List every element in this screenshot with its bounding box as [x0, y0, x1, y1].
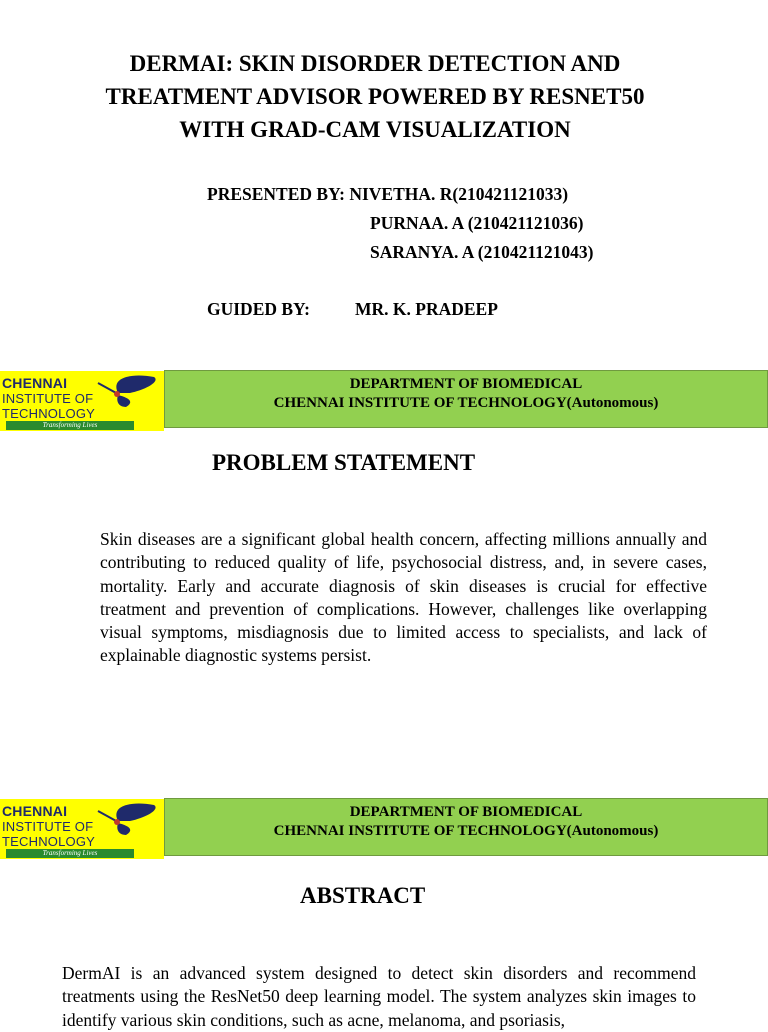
department-text-box	[164, 798, 768, 856]
institute-name: CHENNAI INSTITUTE OF TECHNOLOGY(Autonomous)	[273, 395, 659, 411]
department-name: DEPARTMENT OF BIOMEDICAL	[349, 804, 583, 820]
presenter-name: PURNAA. A (210421121036)	[370, 213, 584, 233]
guided-by-block	[207, 296, 687, 322]
department-banner	[0, 798, 768, 858]
problem-paragraph: Skin diseases are a significant global health concern, affecting millions annually and contributing to reduced quality of life, psychosocial distress, and, in severe cases, mortality. Early and accurate diagnosis of skin diseases is crucial for effective treatment and prevention of complications. However, challenges like overlapping visual symptoms, misdiagnosis due to limited access to specialists, and lack of explainable diagnostic systems persist.	[100, 529, 707, 666]
institute-logo: CHENNAI INSTITUTE OF TECHNOLOGY Transforming Lives	[0, 371, 164, 431]
institute-name: CHENNAI INSTITUTE OF TECHNOLOGY(Autonomous)	[273, 823, 659, 839]
presenter-name: SARANYA. A (210421121043)	[370, 242, 594, 262]
problem-heading: PROBLEM STATEMENT	[212, 450, 476, 475]
title-line: DERMAI: SKIN DISORDER DETECTION AND	[129, 51, 621, 76]
department-name: DEPARTMENT OF BIOMEDICAL	[349, 376, 583, 392]
presented-by-label: PRESENTED BY:	[207, 184, 345, 204]
presenter-row	[207, 180, 687, 209]
presenter-name: NIVETHA. R(210421121033)	[349, 184, 569, 204]
butterfly-icon	[96, 373, 162, 409]
presenters-block	[207, 180, 687, 267]
title-line: WITH GRAD-CAM VISUALIZATION	[179, 117, 571, 142]
department-banner	[0, 370, 768, 430]
abstract-paragraph: DermAI is an advanced system designed to detect skin disorders and recommend treatments using the ResNet50 deep learning model. The system analyzes skin images to identify various skin conditions, such as acne, melanoma, and psoriasis,	[62, 963, 696, 1030]
document-title	[40, 47, 710, 146]
abstract-heading: ABSTRACT	[300, 883, 426, 908]
butterfly-icon	[96, 801, 162, 837]
guide-name: MR. K. PRADEEP	[355, 299, 498, 319]
title-line: TREATMENT ADVISOR POWERED BY RESNET50	[105, 84, 645, 109]
institute-logo: CHENNAI INSTITUTE OF TECHNOLOGY Transforming Lives	[0, 799, 164, 859]
guided-by-label: GUIDED BY:	[207, 299, 310, 319]
department-text-box	[164, 370, 768, 428]
